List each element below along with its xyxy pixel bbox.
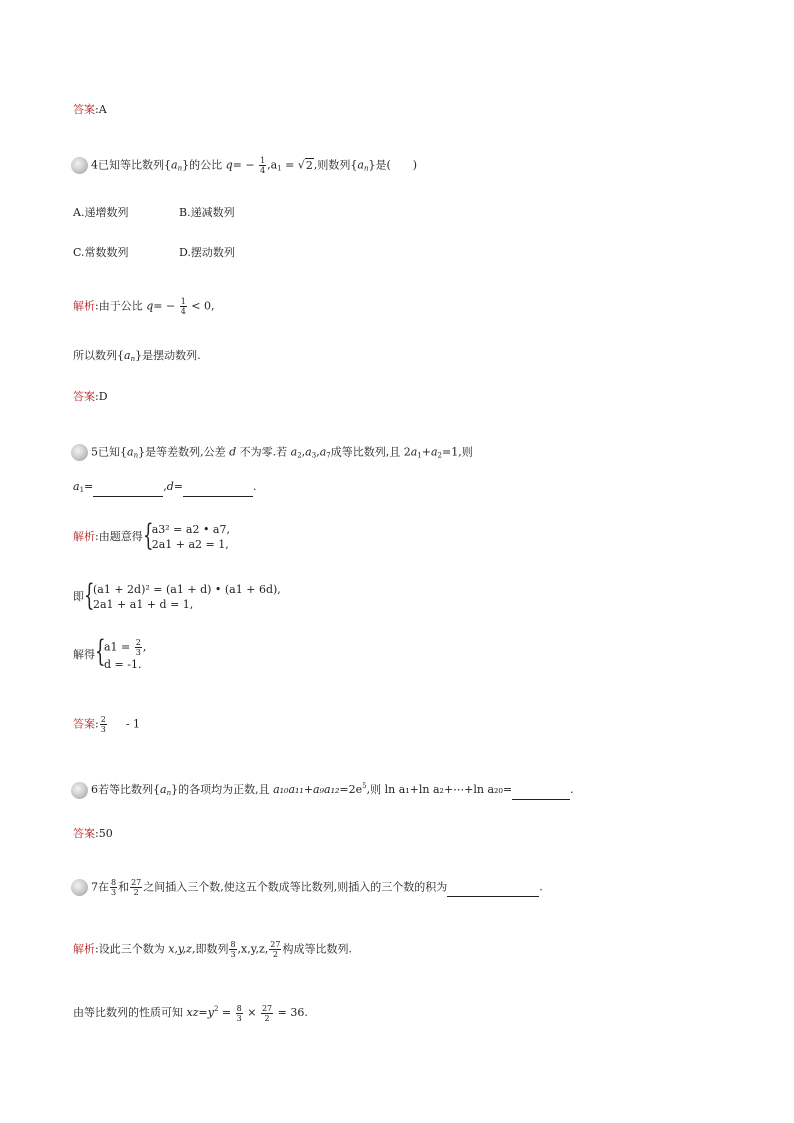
- answer-label: 答案: [73, 827, 95, 840]
- option-a[interactable]: A.递增数列: [73, 206, 129, 219]
- fraction: [180, 297, 187, 316]
- math-sup: 2: [213, 1005, 219, 1013]
- math-text: ,a: [267, 158, 278, 172]
- math-sub: 1: [417, 451, 422, 460]
- math-sub: 1: [277, 164, 282, 173]
- math-sub: n: [177, 164, 183, 173]
- fraction: [261, 1004, 273, 1023]
- option-b[interactable]: B.递减数列: [179, 206, 235, 219]
- equation-text: a1 =: [104, 640, 134, 654]
- question-number: 7: [91, 880, 98, 894]
- question-number: 4: [91, 158, 98, 172]
- math-eq: = −: [232, 158, 259, 172]
- explanation-text: ,即数列: [191, 942, 229, 956]
- answer-blank[interactable]: [512, 787, 570, 800]
- answer-blank[interactable]: [183, 484, 253, 497]
- fraction-denominator: 2: [133, 888, 139, 897]
- option-d[interactable]: D.摆动数列: [179, 246, 235, 259]
- math-a: a: [305, 445, 312, 459]
- options-row-1: [73, 206, 235, 220]
- math-a: a: [171, 158, 178, 172]
- answer-line-q4: [73, 390, 108, 404]
- question-5: 5已知$\{a_n\}$是等差数列,公差 d 不为零.若 $a_2,a_3,a_7$成等比数列,且 $2a_1+a_2=1$,则: [73, 444, 473, 463]
- math-a: a: [357, 158, 364, 172]
- options-row-2: [73, 246, 235, 260]
- fraction-denominator: 2: [264, 1013, 270, 1023]
- question-text: 若等比数列{: [98, 783, 160, 796]
- answer-line-q3: [73, 103, 107, 117]
- question-text: .: [570, 783, 574, 796]
- equation-system: [142, 518, 230, 553]
- math-a: a: [160, 783, 167, 796]
- explanation-text: ,x,y,z,: [237, 942, 269, 956]
- question-text: 之间插入三个数,使这五个数成等比数列,则插入的三个数的积为: [143, 880, 448, 894]
- math-sub: 2: [297, 451, 302, 460]
- math-plus: +: [421, 445, 431, 459]
- explanation-text: :由题意得: [95, 530, 143, 543]
- fraction-numerator: 2: [100, 715, 106, 724]
- explanation-text: :由于公比: [95, 299, 147, 313]
- fraction-denominator: 3: [100, 725, 106, 734]
- math-text: .: [253, 480, 257, 493]
- math-a: a: [430, 445, 438, 459]
- math-sub: 1: [79, 486, 85, 494]
- fraction: [100, 715, 107, 734]
- brace-icon: {: [84, 578, 95, 613]
- math-a: a: [124, 349, 131, 362]
- fraction-numerator: 27: [270, 940, 281, 949]
- question-bullet-icon: [71, 157, 88, 174]
- fraction: [229, 940, 236, 959]
- question-4: [73, 156, 417, 176]
- fraction-numerator: 8: [111, 878, 117, 887]
- answer-line-q5: [73, 715, 140, 734]
- math-xz: xz: [186, 1006, 199, 1019]
- math-eq: =: [218, 1006, 235, 1019]
- math-eq: = −: [153, 299, 179, 313]
- question-number: 6: [91, 783, 98, 796]
- equation-row: 2a1 + a2 = 1,: [151, 538, 229, 551]
- question-text: 和: [118, 880, 130, 894]
- question-text: 已知等比数列{: [98, 158, 171, 172]
- explanation-text: 所以数列{: [73, 349, 124, 362]
- answer-label: 答案: [73, 390, 95, 403]
- option-c[interactable]: C.常数数列: [73, 246, 129, 259]
- answer-blank[interactable]: [93, 484, 163, 497]
- question-7: [73, 878, 543, 897]
- brace-icon: {: [142, 518, 154, 553]
- brace-icon: {: [95, 634, 106, 669]
- fraction-numerator: 8: [230, 940, 236, 949]
- explanation-q4-line2: [73, 349, 201, 366]
- math-product: a₁₀a₁₁+a₉a₁₂: [273, 783, 340, 796]
- explanation-text: 由等比数列的性质可知: [73, 1006, 187, 1019]
- question-text: }的各项均为正数,且: [171, 783, 274, 796]
- answer-value: :A: [95, 103, 107, 116]
- math-sub: n: [363, 164, 369, 173]
- equation-system: [95, 634, 147, 672]
- answer-value: :D: [95, 390, 108, 403]
- math-a: a: [127, 445, 134, 459]
- math-d: d: [166, 480, 174, 493]
- math-eq: =: [173, 480, 184, 493]
- math-sub: n: [133, 451, 139, 460]
- math-q: q: [225, 158, 233, 172]
- math-a: a: [73, 480, 80, 493]
- fraction-numerator: 1: [180, 297, 186, 306]
- equation-text: ,: [142, 640, 147, 654]
- fraction-denominator: 2: [272, 950, 278, 959]
- explanation-text: 构成等比数列.: [282, 942, 352, 956]
- fraction-denominator: 3: [111, 888, 117, 897]
- fraction-denominator: 4: [260, 166, 266, 175]
- answer-line-q6: [73, 827, 113, 841]
- equation-row: 2a1 + a1 + d = 1,: [93, 598, 194, 611]
- question-number: 5: [91, 445, 98, 459]
- sqrt-symbol: √: [297, 158, 305, 172]
- equation-row: d = -1.: [104, 658, 142, 671]
- equation-row: [104, 638, 146, 657]
- explanation-q5-line1: [73, 518, 230, 553]
- answer-blank[interactable]: [447, 884, 539, 897]
- math-a: a: [290, 445, 298, 459]
- question-text: 成等比数列,且 2: [330, 445, 411, 459]
- question-bullet-icon: [71, 879, 88, 896]
- explanation-text: :设此三个数为: [95, 942, 169, 956]
- fraction: [269, 940, 281, 959]
- question-text: 已知{: [98, 445, 127, 459]
- equation-system: [84, 578, 281, 613]
- math-sub: 2: [437, 451, 442, 460]
- math-eq: =: [84, 480, 94, 493]
- fraction-numerator: 27: [261, 1003, 273, 1013]
- math-sub: n: [130, 355, 136, 363]
- explanation-label: 解析: [73, 299, 95, 313]
- answer-value: :50: [95, 827, 113, 840]
- question-text: ,则数列{: [313, 158, 358, 172]
- question-text: }是等差数列,公差: [138, 445, 230, 459]
- fraction-numerator: 8: [236, 1003, 242, 1013]
- math-eq: =2e: [339, 783, 363, 796]
- fraction-numerator: 1: [260, 156, 266, 165]
- answer-value: - 1: [125, 717, 141, 731]
- math-eq: = 36.: [274, 1006, 308, 1019]
- question-text: 在: [98, 880, 109, 894]
- explanation-q7-line1: [73, 940, 352, 959]
- fraction-numerator: 2: [135, 638, 141, 647]
- math-xyz: x,y,z: [168, 942, 192, 956]
- math-sub: n: [166, 789, 172, 797]
- math-eq: =: [198, 1006, 208, 1019]
- explanation-q7-line2: [73, 1002, 308, 1023]
- explanation-text: 即: [73, 590, 84, 603]
- math-sub: 7: [326, 451, 331, 460]
- fraction-denominator: 4: [180, 307, 186, 316]
- explanation-text: < 0,: [187, 299, 215, 313]
- explanation-q4-line1: [73, 297, 215, 316]
- math-d: d: [229, 445, 237, 459]
- explanation-text: }是摆动数列.: [135, 349, 201, 362]
- question-text: ,则 ln a₁+ln a₂+⋯+ln a₂₀=: [366, 783, 513, 796]
- sqrt-value: 2: [305, 158, 313, 172]
- math-sup: 5: [362, 782, 367, 790]
- fraction-denominator: 3: [135, 648, 141, 657]
- math-text: ,: [163, 480, 167, 493]
- fraction: [135, 638, 142, 657]
- answer-label: 答案: [73, 103, 95, 116]
- math-eq: =: [281, 158, 298, 172]
- fraction-denominator: 3: [236, 1013, 242, 1023]
- fraction: [130, 878, 142, 897]
- explanation-label: 解析: [73, 530, 95, 543]
- math-q: q: [146, 299, 154, 313]
- math-times: ×: [243, 1006, 260, 1019]
- answer-value: :: [95, 717, 99, 731]
- fraction-numerator: 27: [131, 878, 142, 887]
- explanation-q5-line2: [73, 578, 281, 613]
- answer-label: 答案: [73, 717, 95, 731]
- question-text: .: [539, 880, 543, 894]
- equation-row: (a1 + 2d)² = (a1 + d) • (a1 + 6d),: [93, 583, 281, 596]
- question-text: =1,则: [442, 445, 473, 459]
- question-text: }是( ): [368, 158, 418, 172]
- math-y: y: [207, 1006, 214, 1019]
- math-a: a: [319, 445, 327, 459]
- question-6: [73, 779, 574, 800]
- equation-row: a3² = a2 • a7,: [151, 523, 230, 536]
- question-text: 不为零.若: [236, 445, 291, 459]
- question-bullet-icon: [71, 782, 88, 799]
- math-a: a: [410, 445, 418, 459]
- math-sub: 3: [311, 451, 317, 460]
- question-bullet-icon: [71, 444, 88, 461]
- explanation-text: 解得: [73, 648, 95, 661]
- fraction: [236, 1004, 243, 1023]
- fraction-denominator: 3: [230, 950, 236, 959]
- question-5-blanks: [73, 480, 257, 497]
- explanation-q5-line3: [73, 634, 147, 672]
- explanation-label: 解析: [73, 942, 95, 956]
- fraction: [259, 156, 266, 175]
- question-text: }的公比: [182, 158, 226, 172]
- fraction: [110, 878, 117, 897]
